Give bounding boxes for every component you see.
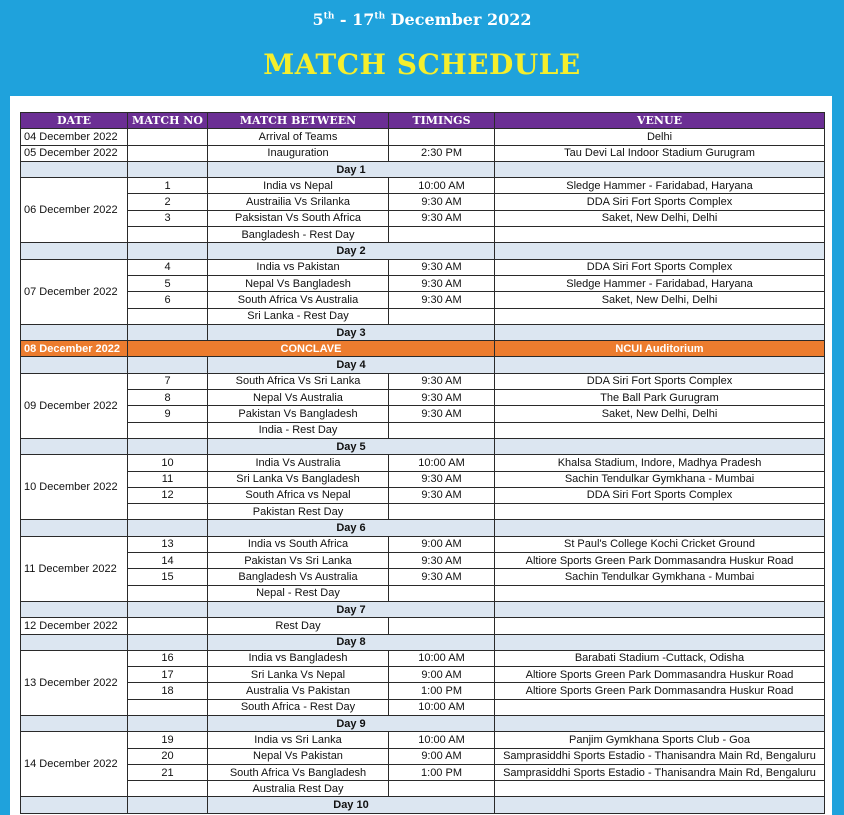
match-no-cell <box>128 129 208 145</box>
date-cell <box>21 438 128 454</box>
date-range <box>0 10 844 29</box>
date-cell: 06 December 2022 <box>21 178 128 243</box>
venue-cell: Khalsa Stadium, Indore, Madhya Pradesh <box>495 455 825 471</box>
table-row <box>21 650 825 666</box>
day-row <box>21 715 825 731</box>
match-no-cell: 13 <box>128 536 208 552</box>
match-between-cell: Bangladesh - Rest Day <box>208 227 389 243</box>
match-between-cell: South Africa Vs Bangladesh <box>208 764 389 780</box>
venue-cell: DDA Siri Fort Sports Complex <box>495 487 825 503</box>
date-cell: 08 December 2022 <box>21 341 128 357</box>
match-no-cell <box>128 585 208 601</box>
venue-cell: St Paul's College Kochi Cricket Ground <box>495 536 825 552</box>
table-row <box>21 683 825 699</box>
day-row <box>21 797 825 813</box>
date-cell: 04 December 2022 <box>21 129 128 145</box>
table-row <box>21 373 825 389</box>
match-between-cell: South Africa Vs Australia <box>208 292 389 308</box>
match-no-cell: 5 <box>128 275 208 291</box>
table-row <box>21 732 825 748</box>
timing-cell: 1:00 PM <box>389 683 495 699</box>
match-between-cell: India vs Sri Lanka <box>208 732 389 748</box>
timing-cell <box>389 227 495 243</box>
venue-cell: Sledge Hammer - Faridabad, Haryana <box>495 178 825 194</box>
match-between-cell: Australia Vs Pakistan <box>208 683 389 699</box>
date-cell: 13 December 2022 <box>21 650 128 715</box>
match-no-cell: 14 <box>128 553 208 569</box>
table-row <box>21 455 825 471</box>
timing-cell: 9:30 AM <box>389 471 495 487</box>
venue-cell: DDA Siri Fort Sports Complex <box>495 194 825 210</box>
date-cell <box>21 357 128 373</box>
date-start: 5 <box>312 10 324 29</box>
match-no-cell: 12 <box>128 487 208 503</box>
timing-cell: 9:30 AM <box>389 390 495 406</box>
match-between-cell: Nepal - Rest Day <box>208 585 389 601</box>
table-row <box>21 618 825 634</box>
date-cell: 14 December 2022 <box>21 732 128 797</box>
table-row <box>21 781 825 797</box>
date-cell <box>21 797 128 813</box>
venue-cell: NCUI Auditorium <box>495 341 825 357</box>
match-no-cell: 18 <box>128 683 208 699</box>
table-row <box>21 667 825 683</box>
table-row <box>21 699 825 715</box>
venue-cell <box>495 227 825 243</box>
match-between-cell: Paksistan Vs South Africa <box>208 210 389 226</box>
venue-cell <box>495 422 825 438</box>
day-label-cell: Day 1 <box>208 161 495 177</box>
timing-cell: 10:00 AM <box>389 178 495 194</box>
match-no-cell <box>128 161 208 177</box>
date-end: 17 <box>352 10 375 29</box>
match-no-cell: 16 <box>128 650 208 666</box>
venue-cell: Altiore Sports Green Park Dommasandra Huskur Road <box>495 553 825 569</box>
match-between-cell: India Vs Australia <box>208 455 389 471</box>
match-no-cell <box>128 618 208 634</box>
timing-cell: 2:30 PM <box>389 145 495 161</box>
match-no-cell: 2 <box>128 194 208 210</box>
match-between-cell: South Africa Vs Sri Lanka <box>208 373 389 389</box>
table-row <box>21 748 825 764</box>
table-row <box>21 487 825 503</box>
match-no-cell <box>128 520 208 536</box>
col-header-venue: VENUE <box>495 113 825 129</box>
match-between-cell: Pakistan Vs Sri Lanka <box>208 553 389 569</box>
table-row <box>21 275 825 291</box>
venue-cell <box>495 634 825 650</box>
col-header-date: DATE <box>21 113 128 129</box>
match-between-cell: Sri Lanka Vs Nepal <box>208 667 389 683</box>
conclave-row <box>21 341 825 357</box>
table-row <box>21 569 825 585</box>
venue-cell: Saket, New Delhi, Delhi <box>495 406 825 422</box>
timing-cell <box>389 585 495 601</box>
date-start-suffix: th <box>323 11 335 22</box>
venue-cell: Altiore Sports Green Park Dommasandra Huskur Road <box>495 667 825 683</box>
day-row <box>21 438 825 454</box>
venue-cell <box>495 438 825 454</box>
date-end-suffix: th <box>374 11 386 22</box>
page-title: MATCH SCHEDULE <box>263 48 581 81</box>
match-no-cell: 7 <box>128 373 208 389</box>
day-label-cell: Day 7 <box>208 601 495 617</box>
venue-cell: Sledge Hammer - Faridabad, Haryana <box>495 275 825 291</box>
date-cell <box>21 715 128 731</box>
match-no-cell: 9 <box>128 406 208 422</box>
venue-cell <box>495 357 825 373</box>
venue-cell: Altiore Sports Green Park Dommasandra Huskur Road <box>495 683 825 699</box>
table-row <box>21 390 825 406</box>
match-between-cell: Nepal Vs Pakistan <box>208 748 389 764</box>
table-row <box>21 585 825 601</box>
venue-cell <box>495 308 825 324</box>
match-no-cell: 1 <box>128 178 208 194</box>
venue-cell <box>495 699 825 715</box>
timing-cell: 10:00 AM <box>389 650 495 666</box>
right-border <box>832 96 844 815</box>
schedule-table-container <box>20 112 824 814</box>
match-no-cell: 3 <box>128 210 208 226</box>
timing-cell: 9:00 AM <box>389 748 495 764</box>
timing-cell <box>389 422 495 438</box>
timing-cell: 10:00 AM <box>389 732 495 748</box>
day-row <box>21 601 825 617</box>
venue-cell <box>495 618 825 634</box>
venue-cell: DDA Siri Fort Sports Complex <box>495 259 825 275</box>
match-between-cell: India - Rest Day <box>208 422 389 438</box>
match-no-cell <box>128 308 208 324</box>
col-header-timings: TIMINGS <box>389 113 495 129</box>
table-row <box>21 292 825 308</box>
timing-cell: 9:30 AM <box>389 373 495 389</box>
match-no-cell <box>128 781 208 797</box>
day-row <box>21 357 825 373</box>
match-no-cell <box>128 438 208 454</box>
day-label-cell: Day 3 <box>208 324 495 340</box>
day-row <box>21 634 825 650</box>
match-no-cell: 4 <box>128 259 208 275</box>
header-banner <box>0 0 844 96</box>
match-between-cell: Austrailia Vs Srilanka <box>208 194 389 210</box>
match-no-cell <box>128 357 208 373</box>
venue-cell: Sachin Tendulkar Gymkhana - Mumbai <box>495 569 825 585</box>
table-row <box>21 553 825 569</box>
table-row <box>21 210 825 226</box>
match-no-cell: 8 <box>128 390 208 406</box>
match-no-cell: 6 <box>128 292 208 308</box>
match-between-cell: Pakistan Rest Day <box>208 504 389 520</box>
venue-cell: Samprasiddhi Sports Estadio - Thanisandra Main Rd, Bengaluru <box>495 748 825 764</box>
timing-cell: 9:30 AM <box>389 553 495 569</box>
date-cell: 11 December 2022 <box>21 536 128 601</box>
match-no-cell: 17 <box>128 667 208 683</box>
timing-cell: 10:00 AM <box>389 699 495 715</box>
venue-cell <box>495 243 825 259</box>
venue-cell <box>495 797 825 813</box>
venue-cell: Saket, New Delhi, Delhi <box>495 210 825 226</box>
match-no-cell <box>128 601 208 617</box>
match-between-cell: India vs Pakistan <box>208 259 389 275</box>
table-row <box>21 227 825 243</box>
match-between-cell: Sri Lanka - Rest Day <box>208 308 389 324</box>
venue-cell: Sachin Tendulkar Gymkhana - Mumbai <box>495 471 825 487</box>
match-between-cell: India vs Nepal <box>208 178 389 194</box>
venue-cell: The Ball Park Gurugram <box>495 390 825 406</box>
table-row <box>21 178 825 194</box>
match-between-cell: Pakistan Vs Bangladesh <box>208 406 389 422</box>
match-between-cell: Arrival of Teams <box>208 129 389 145</box>
day-label-cell: Day 10 <box>208 797 495 813</box>
venue-cell: Saket, New Delhi, Delhi <box>495 292 825 308</box>
venue-cell: Panjim Gymkhana Sports Club - Goa <box>495 732 825 748</box>
day-row <box>21 324 825 340</box>
date-cell <box>21 601 128 617</box>
timing-cell <box>389 308 495 324</box>
date-separator: - <box>334 10 353 29</box>
date-cell: 12 December 2022 <box>21 618 128 634</box>
day-label-cell: Day 5 <box>208 438 495 454</box>
venue-cell <box>495 324 825 340</box>
timing-cell: 9:30 AM <box>389 194 495 210</box>
venue-cell <box>495 601 825 617</box>
venue-cell <box>495 504 825 520</box>
schedule-table <box>20 112 825 814</box>
timing-cell: 9:30 AM <box>389 259 495 275</box>
table-row <box>21 194 825 210</box>
match-between-cell: India vs Bangladesh <box>208 650 389 666</box>
timing-cell: 9:30 AM <box>389 292 495 308</box>
day-row <box>21 520 825 536</box>
match-between-cell: Nepal Vs Australia <box>208 390 389 406</box>
match-between-cell: South Africa vs Nepal <box>208 487 389 503</box>
timing-cell <box>389 504 495 520</box>
table-row <box>21 308 825 324</box>
day-row <box>21 161 825 177</box>
table-row <box>21 129 825 145</box>
match-between-cell: Australia Rest Day <box>208 781 389 797</box>
day-label-cell: Day 9 <box>208 715 495 731</box>
timing-cell <box>389 781 495 797</box>
match-no-cell <box>128 504 208 520</box>
venue-cell: Samprasiddhi Sports Estadio - Thanisandra Main Rd, Bengaluru <box>495 764 825 780</box>
timing-cell <box>389 129 495 145</box>
date-cell <box>21 520 128 536</box>
day-label-cell: Day 4 <box>208 357 495 373</box>
col-header-match-between: MATCH BETWEEN <box>208 113 389 129</box>
date-cell <box>21 634 128 650</box>
date-cell: 07 December 2022 <box>21 259 128 324</box>
match-no-cell <box>128 243 208 259</box>
date-month-year: December 2022 <box>385 10 532 29</box>
venue-cell <box>495 520 825 536</box>
timing-cell: 9:00 AM <box>389 667 495 683</box>
date-cell <box>21 161 128 177</box>
match-no-cell: 19 <box>128 732 208 748</box>
match-between-cell: Nepal Vs Bangladesh <box>208 275 389 291</box>
match-no-cell: 21 <box>128 764 208 780</box>
match-no-cell: 15 <box>128 569 208 585</box>
col-header-match-no: MATCH NO <box>128 113 208 129</box>
day-row <box>21 243 825 259</box>
table-row <box>21 504 825 520</box>
match-no-cell <box>128 324 208 340</box>
timing-cell: 9:30 AM <box>389 569 495 585</box>
date-cell <box>21 324 128 340</box>
match-no-cell: 10 <box>128 455 208 471</box>
day-label-cell: Day 8 <box>208 634 495 650</box>
match-no-cell: 11 <box>128 471 208 487</box>
match-no-cell <box>128 715 208 731</box>
match-no-cell <box>128 422 208 438</box>
date-cell: 10 December 2022 <box>21 455 128 520</box>
date-cell: 05 December 2022 <box>21 145 128 161</box>
match-no-cell <box>128 634 208 650</box>
timing-cell: 9:30 AM <box>389 275 495 291</box>
match-no-cell <box>128 797 208 813</box>
venue-cell <box>495 161 825 177</box>
timing-cell: 9:00 AM <box>389 536 495 552</box>
venue-cell: DDA Siri Fort Sports Complex <box>495 373 825 389</box>
match-no-cell <box>128 145 208 161</box>
table-row <box>21 406 825 422</box>
timing-cell: 1:00 PM <box>389 764 495 780</box>
match-between-cell: South Africa - Rest Day <box>208 699 389 715</box>
venue-cell <box>495 715 825 731</box>
conclave-label-cell: CONCLAVE <box>128 341 495 357</box>
schedule-table-body <box>21 129 825 813</box>
left-border <box>0 96 10 815</box>
table-header-row <box>21 113 825 129</box>
table-row <box>21 259 825 275</box>
match-no-cell <box>128 227 208 243</box>
timing-cell <box>389 618 495 634</box>
table-row <box>21 764 825 780</box>
day-label-cell: Day 6 <box>208 520 495 536</box>
match-between-cell: Inauguration <box>208 145 389 161</box>
match-between-cell: Sri Lanka Vs Bangladesh <box>208 471 389 487</box>
table-row <box>21 145 825 161</box>
day-label-cell: Day 2 <box>208 243 495 259</box>
venue-cell: Tau Devi Lal Indoor Stadium Gurugram <box>495 145 825 161</box>
table-row <box>21 536 825 552</box>
timing-cell: 9:30 AM <box>389 210 495 226</box>
date-cell <box>21 243 128 259</box>
venue-cell <box>495 585 825 601</box>
date-cell: 09 December 2022 <box>21 373 128 438</box>
match-no-cell: 20 <box>128 748 208 764</box>
timing-cell: 10:00 AM <box>389 455 495 471</box>
venue-cell <box>495 781 825 797</box>
timing-cell: 9:30 AM <box>389 487 495 503</box>
timing-cell: 9:30 AM <box>389 406 495 422</box>
venue-cell: Delhi <box>495 129 825 145</box>
match-between-cell: India vs South Africa <box>208 536 389 552</box>
venue-cell: Barabati Stadium -Cuttack, Odisha <box>495 650 825 666</box>
match-no-cell <box>128 699 208 715</box>
match-between-cell: Bangladesh Vs Australia <box>208 569 389 585</box>
match-between-cell: Rest Day <box>208 618 389 634</box>
table-row <box>21 422 825 438</box>
table-row <box>21 471 825 487</box>
